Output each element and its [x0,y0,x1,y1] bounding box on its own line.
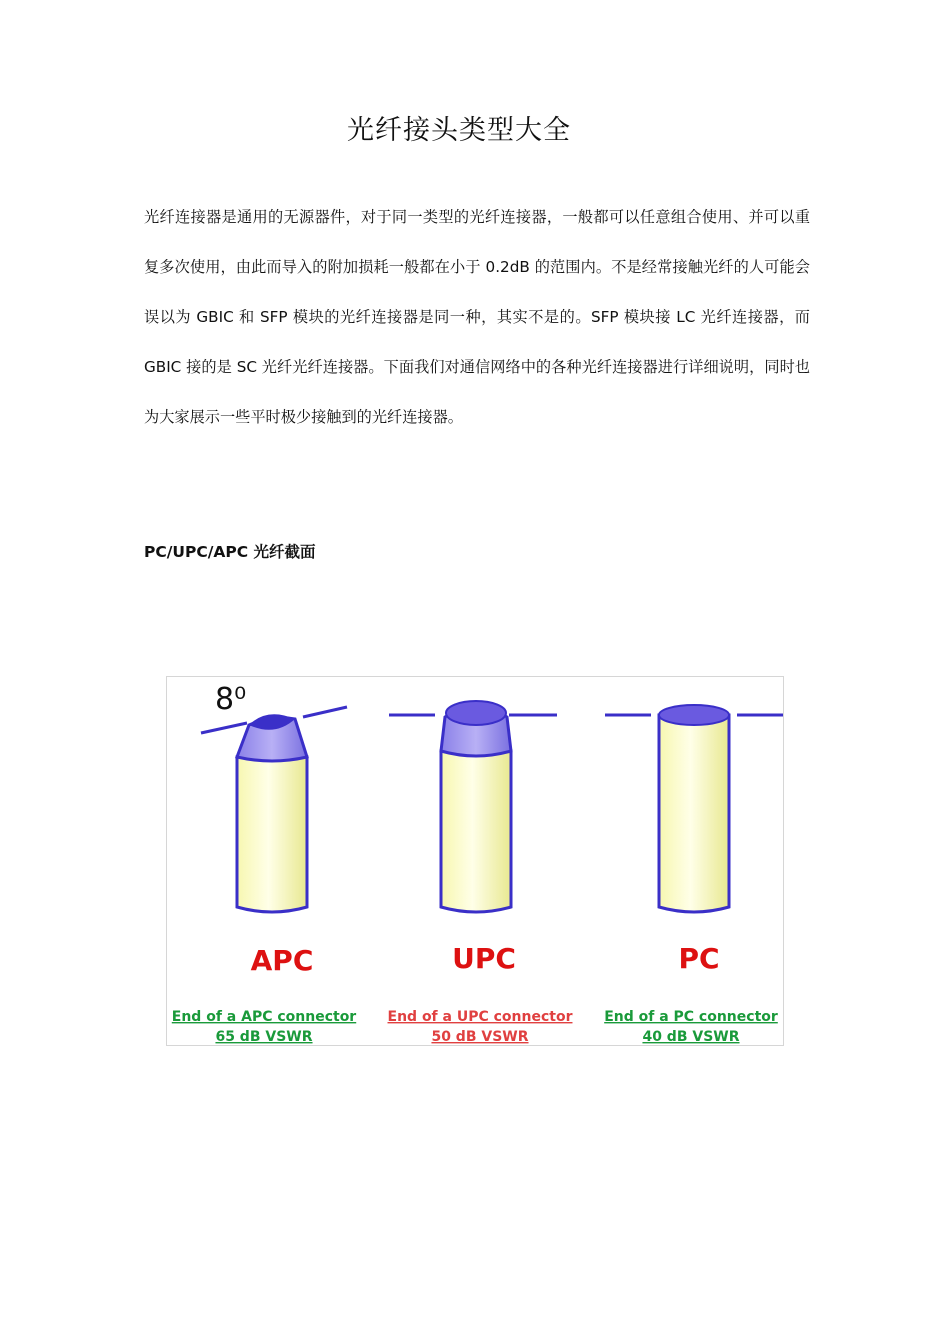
pc-end-face [659,705,729,725]
section-heading: PC/UPC/APC 光纤截面 [144,543,316,561]
upc-cylinder [441,751,511,912]
pc-vswr: 40 dB VSWR [642,1029,740,1045]
angle-label: 8⁰ [215,682,247,717]
apc-caption: End of a APC connector [171,1009,357,1025]
apc-angle-line-right [303,707,347,717]
page-title: 光纤接头类型大全 [347,115,571,146]
apc-angle-line-left [201,723,247,733]
connector-figure [166,676,784,1046]
intro-paragraph: 光纤连接器是通用的无源器件，对于同一类型的光纤连接器，一般都可以任意组合使用、并可以重复多次使用，由此而导入的附加损耗一般都在小于 0.2dB 的范围内。不是经常接触光纤的人可能会误以为 GBIC 和 SFP 模块的光纤连接器是同一种，其实不是的。SFP 模块接 LC 光纤连接器，而 GBIC 接的是 SC 光纤光纤连接器。下面我们对通信网络中的各种光纤连接器进行详细说明，同时也为大家展示一些平时极少接触到的光纤连接器。 [144,208,810,426]
upc-title: UPC [452,942,516,975]
apc-connector [201,682,347,912]
upc-vswr: 50 dB VSWR [431,1029,529,1045]
apc-cylinder [237,757,307,912]
pc-connector [605,705,783,912]
upc-connector [389,701,557,912]
pc-cylinder [659,715,729,912]
upc-end-face [446,701,506,725]
pc-caption: End of a PC connector [604,1009,778,1025]
pc-title: PC [678,942,720,975]
apc-title: APC [250,944,314,977]
apc-vswr: 65 dB VSWR [215,1029,313,1045]
connector-diagram [167,677,785,1047]
upc-caption: End of a UPC connector [387,1009,573,1025]
